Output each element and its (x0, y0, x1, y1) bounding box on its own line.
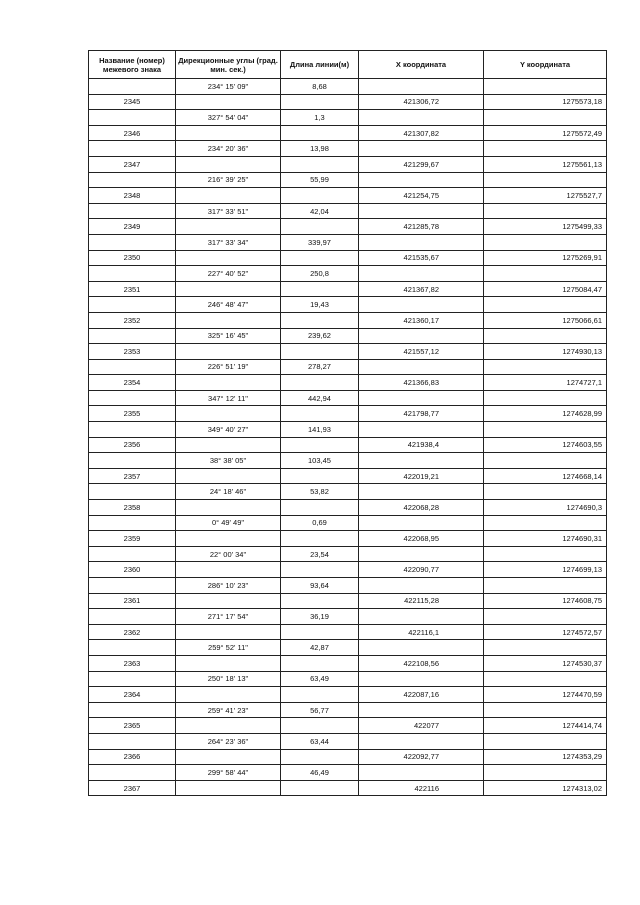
empty-cell (484, 484, 607, 500)
empty-cell (359, 203, 484, 219)
direction-angle: 246° 48' 47" (176, 297, 281, 313)
x-coordinate: 421557,12 (359, 344, 484, 360)
point-name: 2352 (89, 312, 176, 328)
y-coordinate: 1274628,99 (484, 406, 607, 422)
empty-cell (89, 422, 176, 438)
point-name: 2350 (89, 250, 176, 266)
empty-cell (484, 671, 607, 687)
empty-cell (484, 515, 607, 531)
y-coordinate: 1275066,61 (484, 312, 607, 328)
segment-row (89, 671, 607, 687)
y-coordinate: 1275527,7 (484, 188, 607, 204)
empty-cell (176, 156, 281, 172)
empty-cell (281, 468, 359, 484)
empty-cell (359, 765, 484, 781)
direction-angle: 259° 41' 23" (176, 702, 281, 718)
empty-cell (89, 671, 176, 687)
y-coordinate: 1274690,3 (484, 500, 607, 516)
empty-cell (484, 172, 607, 188)
x-coordinate: 422108,56 (359, 655, 484, 671)
empty-cell (176, 500, 281, 516)
empty-cell (176, 312, 281, 328)
empty-cell (359, 328, 484, 344)
y-coordinate: 1274353,29 (484, 749, 607, 765)
empty-cell (176, 562, 281, 578)
empty-cell (281, 375, 359, 391)
direction-angle: 317° 33' 34" (176, 234, 281, 250)
line-length: 103,45 (281, 453, 359, 469)
empty-cell (89, 203, 176, 219)
empty-cell (89, 359, 176, 375)
x-coordinate: 421535,67 (359, 250, 484, 266)
empty-cell (89, 141, 176, 157)
point-row (89, 437, 607, 453)
segment-row (89, 203, 607, 219)
direction-angle: 325° 16' 45" (176, 328, 281, 344)
direction-angle: 234° 20' 36" (176, 141, 281, 157)
x-coordinate: 421307,82 (359, 125, 484, 141)
point-name: 2345 (89, 94, 176, 110)
y-coordinate: 1275084,47 (484, 281, 607, 297)
line-length: 63,49 (281, 671, 359, 687)
y-coordinate: 1274930,13 (484, 344, 607, 360)
segment-row (89, 234, 607, 250)
segment-row (89, 484, 607, 500)
empty-cell (359, 578, 484, 594)
line-length: 250,8 (281, 266, 359, 282)
point-row (89, 593, 607, 609)
empty-cell (89, 640, 176, 656)
empty-cell (359, 640, 484, 656)
empty-cell (281, 500, 359, 516)
y-coordinate: 1274668,14 (484, 468, 607, 484)
empty-cell (89, 765, 176, 781)
segment-row (89, 110, 607, 126)
direction-angle: 38° 38' 05" (176, 453, 281, 469)
empty-cell (89, 172, 176, 188)
line-length: 93,64 (281, 578, 359, 594)
empty-cell (89, 110, 176, 126)
empty-cell (281, 749, 359, 765)
empty-cell (281, 250, 359, 266)
point-row (89, 749, 607, 765)
line-length: 42,87 (281, 640, 359, 656)
line-length: 141,93 (281, 422, 359, 438)
point-row (89, 624, 607, 640)
empty-cell (176, 250, 281, 266)
empty-cell (176, 281, 281, 297)
direction-angle: 259° 52' 11" (176, 640, 281, 656)
x-coordinate: 421254,75 (359, 188, 484, 204)
direction-angle: 299° 58' 44" (176, 765, 281, 781)
header-name: Название (номер) межевого знака (89, 51, 176, 79)
empty-cell (176, 125, 281, 141)
line-length: 19,43 (281, 297, 359, 313)
empty-cell (281, 687, 359, 703)
empty-cell (281, 624, 359, 640)
empty-cell (176, 94, 281, 110)
empty-cell (176, 188, 281, 204)
point-row (89, 250, 607, 266)
point-name: 2358 (89, 500, 176, 516)
empty-cell (89, 484, 176, 500)
direction-angle: 226° 51' 19" (176, 359, 281, 375)
empty-cell (359, 422, 484, 438)
line-length: 442,94 (281, 390, 359, 406)
point-name: 2366 (89, 749, 176, 765)
segment-row (89, 297, 607, 313)
point-name: 2353 (89, 344, 176, 360)
empty-cell (359, 515, 484, 531)
direction-angle: 24° 18' 46" (176, 484, 281, 500)
empty-cell (176, 344, 281, 360)
empty-cell (176, 780, 281, 796)
empty-cell (89, 328, 176, 344)
direction-angle: 0° 49' 49" (176, 515, 281, 531)
empty-cell (484, 266, 607, 282)
y-coordinate: 1275499,33 (484, 219, 607, 235)
empty-cell (281, 219, 359, 235)
empty-cell (281, 780, 359, 796)
empty-cell (359, 266, 484, 282)
empty-cell (176, 531, 281, 547)
empty-cell (281, 94, 359, 110)
line-length: 1,3 (281, 110, 359, 126)
empty-cell (484, 609, 607, 625)
empty-cell (281, 312, 359, 328)
direction-angle: 286° 10' 23" (176, 578, 281, 594)
segment-row (89, 702, 607, 718)
y-coordinate: 1274470,59 (484, 687, 607, 703)
point-row (89, 780, 607, 796)
table-body (89, 79, 607, 796)
point-name: 2347 (89, 156, 176, 172)
empty-cell (359, 733, 484, 749)
point-name: 2356 (89, 437, 176, 453)
line-length: 55,99 (281, 172, 359, 188)
y-coordinate: 1274608,75 (484, 593, 607, 609)
y-coordinate: 1274414,74 (484, 718, 607, 734)
line-length: 53,82 (281, 484, 359, 500)
empty-cell (359, 390, 484, 406)
empty-cell (281, 125, 359, 141)
empty-cell (89, 733, 176, 749)
y-coordinate: 1275269,91 (484, 250, 607, 266)
empty-cell (281, 531, 359, 547)
segment-row (89, 640, 607, 656)
point-row (89, 156, 607, 172)
header-y: Y координата (484, 51, 607, 79)
segment-row (89, 453, 607, 469)
point-name: 2360 (89, 562, 176, 578)
empty-cell (359, 609, 484, 625)
empty-cell (89, 79, 176, 95)
point-row (89, 219, 607, 235)
y-coordinate: 1274603,55 (484, 437, 607, 453)
point-row (89, 312, 607, 328)
empty-cell (89, 702, 176, 718)
empty-cell (281, 718, 359, 734)
point-name: 2362 (89, 624, 176, 640)
boundary-coordinates-table (88, 50, 607, 796)
empty-cell (359, 110, 484, 126)
empty-cell (89, 609, 176, 625)
point-row (89, 562, 607, 578)
empty-cell (176, 624, 281, 640)
direction-angle: 347° 12' 11" (176, 390, 281, 406)
y-coordinate: 1275573,18 (484, 94, 607, 110)
line-length: 36,19 (281, 609, 359, 625)
point-row (89, 281, 607, 297)
empty-cell (89, 578, 176, 594)
empty-cell (281, 281, 359, 297)
point-row (89, 188, 607, 204)
line-length: 0,69 (281, 515, 359, 531)
empty-cell (89, 546, 176, 562)
x-coordinate: 422090,77 (359, 562, 484, 578)
x-coordinate: 422068,28 (359, 500, 484, 516)
x-coordinate: 422077 (359, 718, 484, 734)
empty-cell (484, 422, 607, 438)
point-row (89, 406, 607, 422)
line-length: 42,04 (281, 203, 359, 219)
empty-cell (176, 437, 281, 453)
segment-row (89, 266, 607, 282)
empty-cell (359, 702, 484, 718)
line-length: 23,54 (281, 546, 359, 562)
y-coordinate: 1274313,02 (484, 780, 607, 796)
empty-cell (359, 79, 484, 95)
x-coordinate: 421798,77 (359, 406, 484, 422)
empty-cell (89, 390, 176, 406)
point-row (89, 94, 607, 110)
point-name: 2363 (89, 655, 176, 671)
empty-cell (484, 578, 607, 594)
empty-cell (176, 687, 281, 703)
point-name: 2367 (89, 780, 176, 796)
point-row (89, 125, 607, 141)
direction-angle: 250° 18' 13" (176, 671, 281, 687)
x-coordinate: 422087,16 (359, 687, 484, 703)
empty-cell (359, 141, 484, 157)
direction-angle: 227° 40' 52" (176, 266, 281, 282)
point-name: 2361 (89, 593, 176, 609)
y-coordinate: 1275561,13 (484, 156, 607, 172)
point-name: 2349 (89, 219, 176, 235)
point-row (89, 655, 607, 671)
empty-cell (359, 671, 484, 687)
point-name: 2355 (89, 406, 176, 422)
document-page (88, 50, 606, 796)
x-coordinate: 421306,72 (359, 94, 484, 110)
empty-cell (484, 328, 607, 344)
segment-row (89, 609, 607, 625)
header-angle: Дирекционные углы (град. мин. сек.) (176, 51, 281, 79)
point-name: 2348 (89, 188, 176, 204)
x-coordinate: 421938,4 (359, 437, 484, 453)
empty-cell (359, 297, 484, 313)
empty-cell (359, 234, 484, 250)
point-row (89, 375, 607, 391)
empty-cell (484, 702, 607, 718)
point-name: 2357 (89, 468, 176, 484)
empty-cell (89, 453, 176, 469)
empty-cell (281, 156, 359, 172)
line-length: 8,68 (281, 79, 359, 95)
point-name: 2359 (89, 531, 176, 547)
empty-cell (484, 110, 607, 126)
y-coordinate: 1274530,37 (484, 655, 607, 671)
segment-row (89, 390, 607, 406)
empty-cell (281, 593, 359, 609)
empty-cell (281, 655, 359, 671)
empty-cell (359, 359, 484, 375)
point-name: 2351 (89, 281, 176, 297)
segment-row (89, 765, 607, 781)
x-coordinate: 421367,82 (359, 281, 484, 297)
empty-cell (484, 203, 607, 219)
empty-cell (359, 546, 484, 562)
direction-angle: 349° 40' 27" (176, 422, 281, 438)
segment-row (89, 515, 607, 531)
segment-row (89, 79, 607, 95)
y-coordinate: 1275572,49 (484, 125, 607, 141)
x-coordinate: 421366,83 (359, 375, 484, 391)
header-x: X координата (359, 51, 484, 79)
x-coordinate: 422115,28 (359, 593, 484, 609)
empty-cell (176, 406, 281, 422)
line-length: 339,97 (281, 234, 359, 250)
empty-cell (359, 453, 484, 469)
x-coordinate: 422116,1 (359, 624, 484, 640)
empty-cell (484, 640, 607, 656)
point-row (89, 344, 607, 360)
empty-cell (281, 344, 359, 360)
segment-row (89, 733, 607, 749)
x-coordinate: 422068,95 (359, 531, 484, 547)
empty-cell (281, 188, 359, 204)
empty-cell (281, 406, 359, 422)
x-coordinate: 422019,21 (359, 468, 484, 484)
y-coordinate: 1274699,13 (484, 562, 607, 578)
segment-row (89, 141, 607, 157)
direction-angle: 22° 00' 34" (176, 546, 281, 562)
empty-cell (176, 375, 281, 391)
point-name: 2365 (89, 718, 176, 734)
line-length: 56,77 (281, 702, 359, 718)
x-coordinate: 421285,78 (359, 219, 484, 235)
direction-angle: 327° 54' 04" (176, 110, 281, 126)
table-header-row (89, 51, 607, 79)
line-length: 13,98 (281, 141, 359, 157)
point-name: 2346 (89, 125, 176, 141)
line-length: 63,44 (281, 733, 359, 749)
empty-cell (176, 468, 281, 484)
point-row (89, 718, 607, 734)
segment-row (89, 422, 607, 438)
y-coordinate: 1274572,57 (484, 624, 607, 640)
empty-cell (484, 359, 607, 375)
empty-cell (484, 141, 607, 157)
empty-cell (359, 484, 484, 500)
point-row (89, 500, 607, 516)
y-coordinate: 1274727,1 (484, 375, 607, 391)
point-row (89, 531, 607, 547)
empty-cell (176, 593, 281, 609)
y-coordinate: 1274690,31 (484, 531, 607, 547)
empty-cell (89, 515, 176, 531)
header-length: Длина линии(м) (281, 51, 359, 79)
empty-cell (484, 390, 607, 406)
direction-angle: 216° 39' 25" (176, 172, 281, 188)
empty-cell (89, 297, 176, 313)
empty-cell (484, 234, 607, 250)
empty-cell (484, 765, 607, 781)
x-coordinate: 421299,67 (359, 156, 484, 172)
x-coordinate: 422116 (359, 780, 484, 796)
point-name: 2354 (89, 375, 176, 391)
line-length: 278,27 (281, 359, 359, 375)
empty-cell (89, 266, 176, 282)
empty-cell (281, 437, 359, 453)
segment-row (89, 359, 607, 375)
x-coordinate: 421360,17 (359, 312, 484, 328)
empty-cell (484, 546, 607, 562)
point-row (89, 468, 607, 484)
segment-row (89, 578, 607, 594)
point-name: 2364 (89, 687, 176, 703)
segment-row (89, 328, 607, 344)
direction-angle: 264° 23' 36" (176, 733, 281, 749)
line-length: 239,62 (281, 328, 359, 344)
empty-cell (484, 453, 607, 469)
empty-cell (176, 718, 281, 734)
direction-angle: 317° 33' 51" (176, 203, 281, 219)
direction-angle: 271° 17' 54" (176, 609, 281, 625)
point-row (89, 687, 607, 703)
empty-cell (484, 79, 607, 95)
segment-row (89, 172, 607, 188)
line-length: 46,49 (281, 765, 359, 781)
empty-cell (176, 219, 281, 235)
segment-row (89, 546, 607, 562)
empty-cell (176, 655, 281, 671)
empty-cell (176, 749, 281, 765)
direction-angle: 234° 15' 09" (176, 79, 281, 95)
empty-cell (359, 172, 484, 188)
empty-cell (484, 297, 607, 313)
empty-cell (281, 562, 359, 578)
x-coordinate: 422092,77 (359, 749, 484, 765)
empty-cell (89, 234, 176, 250)
empty-cell (484, 733, 607, 749)
